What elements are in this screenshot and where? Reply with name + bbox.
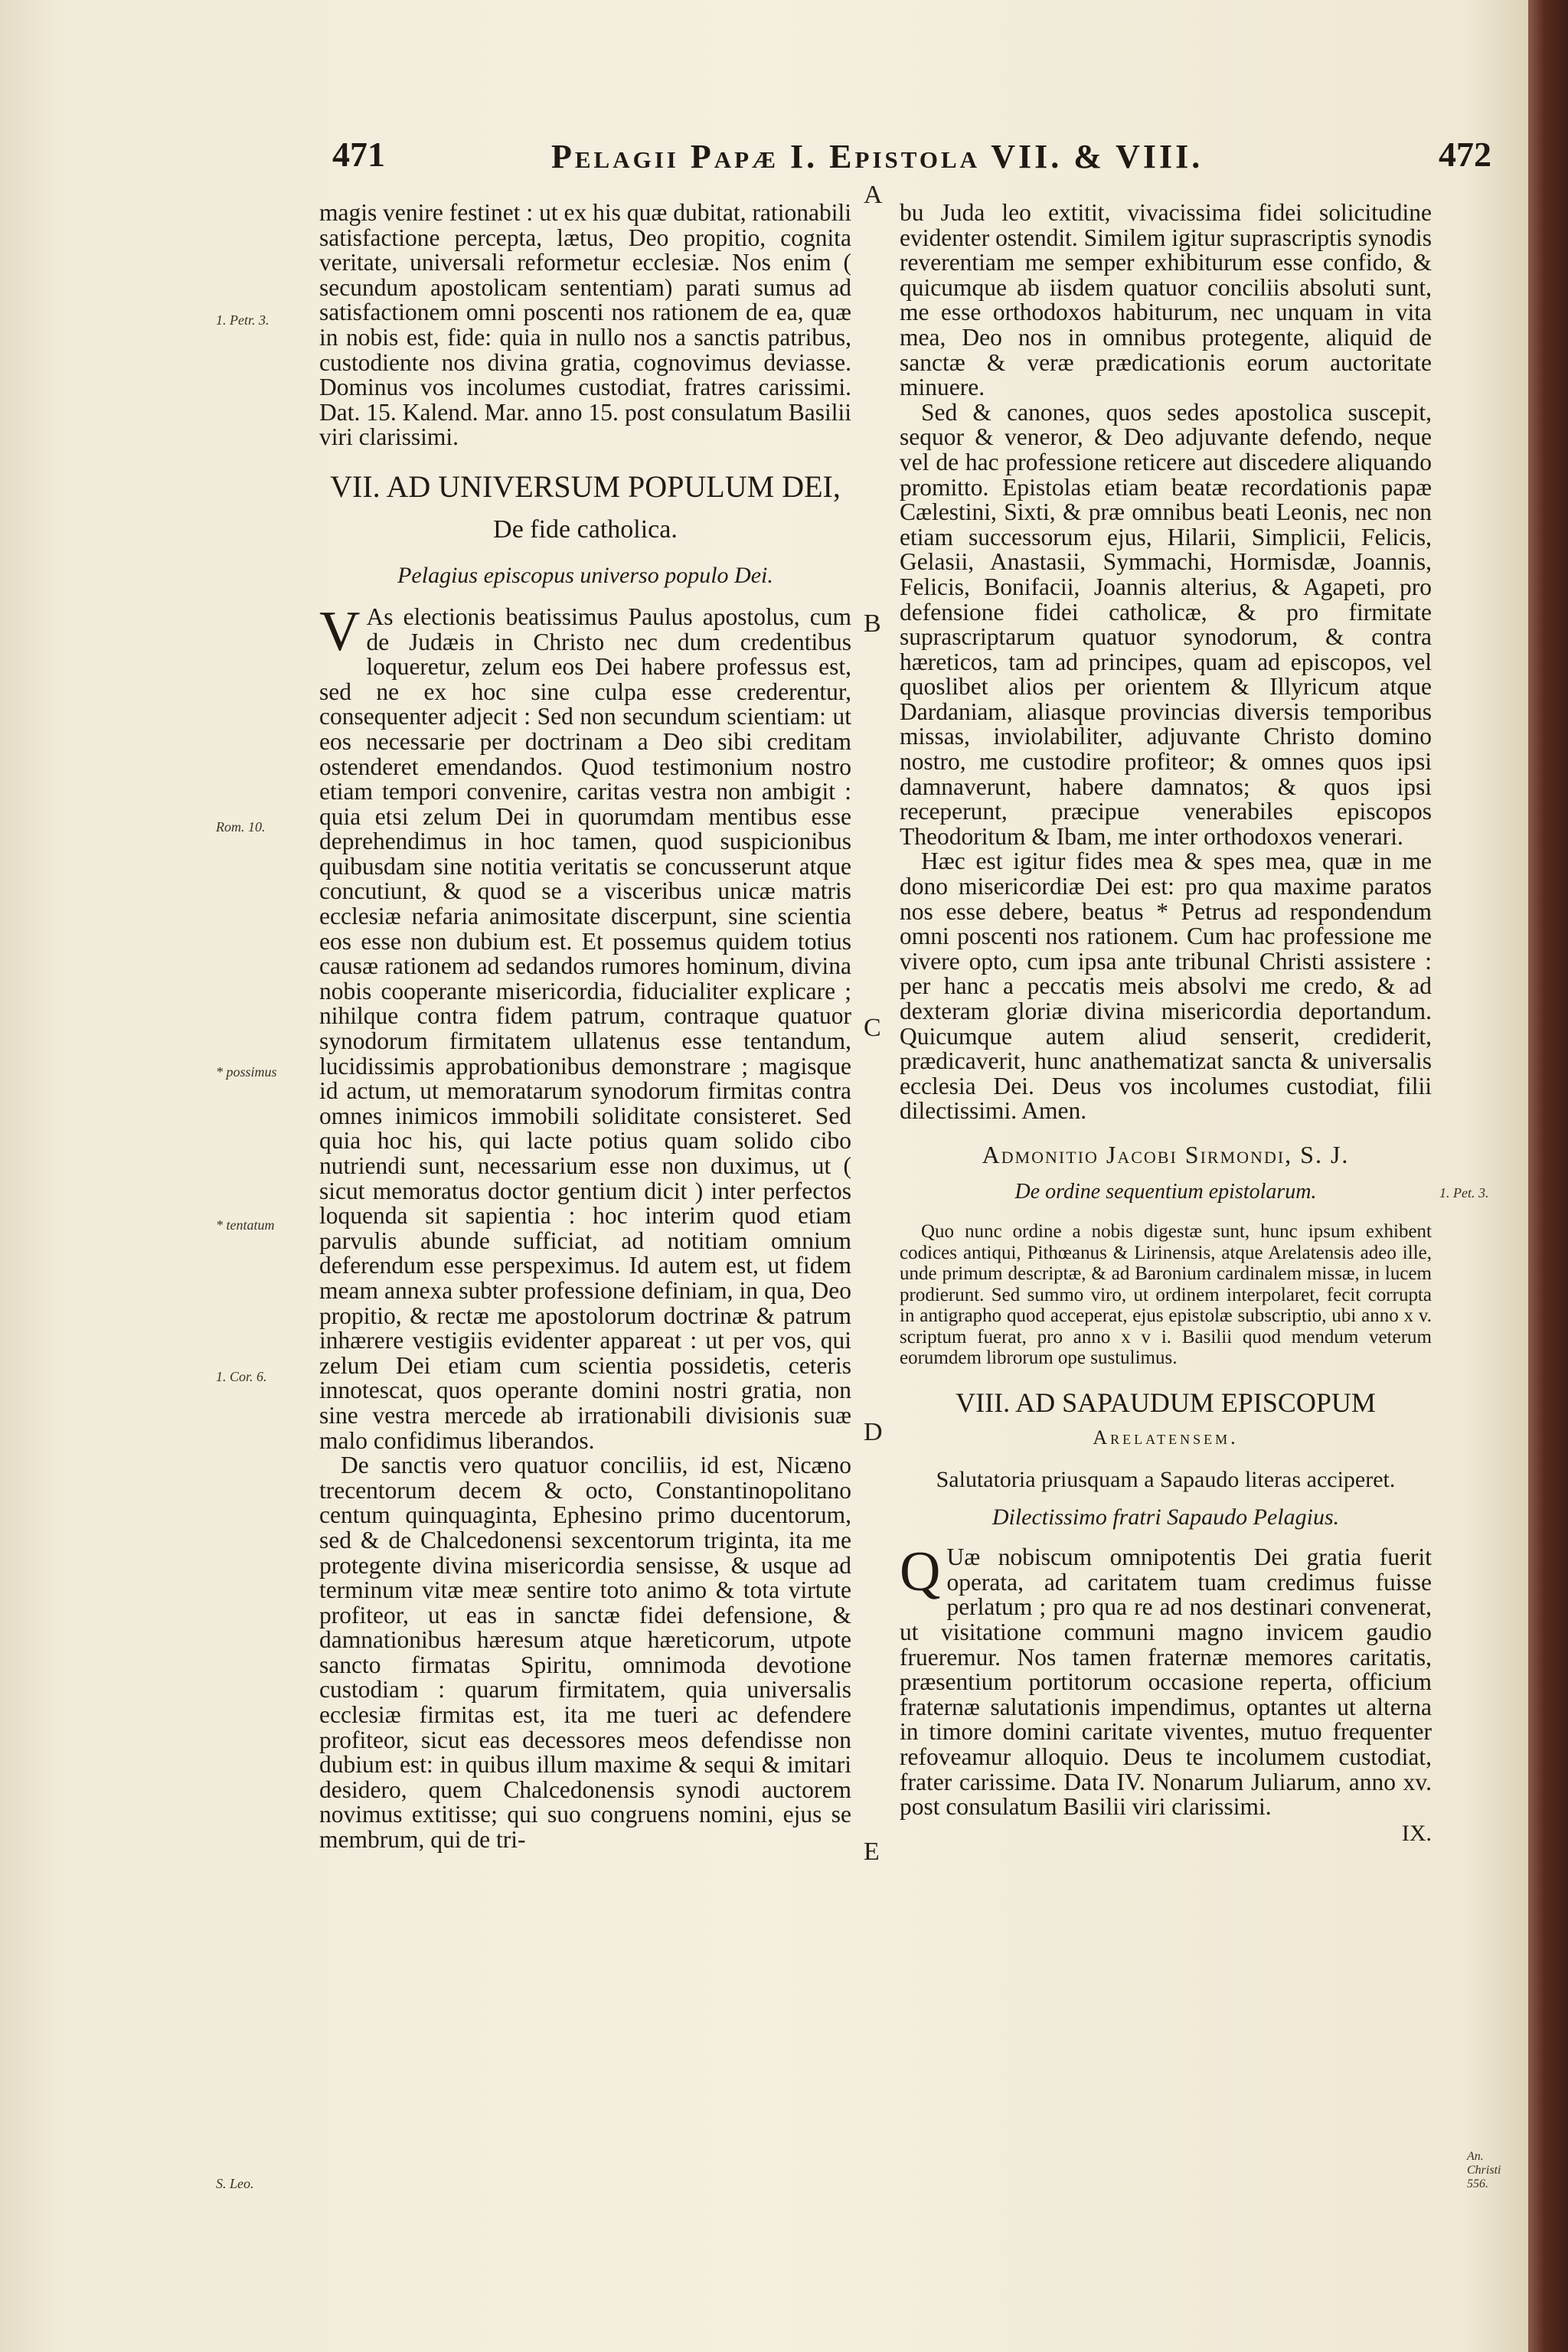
left-column — [319, 201, 851, 1853]
drop-cap: Q — [900, 1540, 941, 1604]
left-page-number: 471 — [332, 135, 385, 174]
admonitio-heading: Admonitio Jacobi Sirmondi, S. J. — [982, 1140, 1350, 1168]
paragraph: bu Juda leo extitit, vivacissima fidei solicitudine evidenter ostendit. Similem igitur suprascriptis synodis reverentiam me semper exhibiturum esse confido, & quicumque ab iisdem quatuor conciliis absoluti sunt, me esse orthodoxos habiturum, nec unquam in vita mea, Deo nos in omnibus protegente, aliquid de sanctæ & veræ prædicationis eorum auctoritate minuere. — [900, 199, 1432, 401]
margin-note-tentatum: * tentatum — [216, 1217, 275, 1233]
paragraph: Sed & canones, quos sedes apostolica suscepit, sequor & veneror, & Deo adjuvante defendo, neque vel de hac professione reticere aut discedere aliquando promitto. Epistolas etiam beatæ recordationis papæ Cælestini, Sixti, & præ omnibus beati Leonis, nec non etiam successorum ejus, Hilarii, Simplicii, Felicis, Gelasii, Anastasii, Symmachi, Hormisdæ, Joannis, Felicis, Bonifacii, Joannis alterius, & Agapeti, pro defensione fidei catholicæ, & pro firmitate suprascriptarum quatuor synodorum, & contra hæreticos, tam ad principes, quam ad episcopos, vel quoslibet alios per orientem & Illyricum atque Dardaniam, aliasque provincias diversis temporibus missas, inviolabiliter, adjuvante Christo domino nostro, me custodire profiteor; & omnes quos ipsi damnaverunt, habere damnatos; & quos ipsi receperunt, præcipue venerabiles episcopos Theodoritum & Ibam, me inter orthodoxos venerari. — [900, 398, 1432, 850]
epistle-viii-subheading: Arelatensem. — [1093, 1426, 1239, 1449]
margin-note-rom: Rom. 10. — [216, 819, 266, 835]
admonitio-subheading: De ordine sequentium epistolarum. — [1014, 1179, 1317, 1204]
drop-cap: V — [319, 599, 361, 663]
margin-note-leo: S. Leo. — [216, 2176, 254, 2191]
epistle-vii-heading: VII. AD UNIVERSUM POPULUM DEI, — [330, 469, 841, 504]
margin-note-cor: 1. Cor. 6. — [216, 1369, 267, 1384]
margin-note-petr: 1. Petr. 3. — [216, 312, 270, 328]
catchword: IX. — [1401, 1820, 1432, 1846]
margin-note-possimus: * possimus — [216, 1064, 277, 1080]
epistle-vii-salutation: Pelagius episcopus universo populo Dei. — [397, 562, 773, 588]
paragraph: V As electionis beatissimus Paulus apostolus, cum de Judæis in Christo nec dum credentibus loqueretur, zelum eos Dei habere professus est, sed ne ex hoc sine culpa esse crederentur, consequenter adjecit : Sed non secundum scientiam: ut eos necessarie per doctrinam a Deo sibi creditam ostenderet emendandos. Quod testimonium nostro etiam tempori convenire, caritas vestra non ambigit : quia etsi zelum Dei in quorumdam mentibus esse deprehendimus in hoc tamen, quod suspicionibus quibusdam sine notitia veritatis se concusserunt atque concutiunt, & quod se a visceribus unicæ matris ecclesiæ nefaria animositate discerpunt, sine scientia eos esse non dubium est. Et possemus quidem totius causæ rationem ad sedandos rumores hominum, divina nobis cooperante misericordia, fiducialiter explicare ; nihilque contra fidem patrum, contraque quatuor synodorum firmitatem ullatenus esse tentandum, lucidissimis approbationibus demonstrare ; magisque id actum, ut memoratarum synodorum firmitas contra omnes inimicos immobili soliditate consisteret. Sed quia hoc his, qui lacte potius quam solido cibo nutriendi sunt, necessarium esse non duximus, ut ( sicut memoratus doctor gentium dicit ) inter perfectos loquenda sit sapientia : hoc interim quod etiam parvulis abunde sufficiat, ad notitiam omnium deferendum esse perspeximus. Id autem est, ut fidem meam annexa subter professione definiam, in qua, Deo propitio, & rectæ me apostolorum doctrinæ & patrum inhærere vestigiis evidenter appareat : ut per vos, qui zelum Dei etiam cum scientia possidetis, ceteris innotescat, quos operante domini nostri gratia, non sine vestra mercede ab irrationabili divisionis suæ malo confidimus liberandos. — [319, 599, 851, 1454]
margin-note-anno: An. Christi 556. — [1467, 2150, 1501, 2190]
book-edge — [1528, 0, 1568, 2352]
section-letter-e: E — [864, 1838, 880, 1866]
salutatoria: Salutatoria priusquam a Sapaudo literas acciperet. — [936, 1466, 1396, 1492]
section-letter-c: C — [864, 1014, 881, 1042]
epistle-viii-salutation: Dilectissimo fratri Sapaudo Pelagius. — [991, 1504, 1340, 1530]
paragraph: Q Uæ nobiscum omnipotentis Dei gratia fuerit operata, ad caritatem tuam credimus fuisse perlatum ; pro qua re ad nos destinari convenerat, ut visitatione communi magno invicem gaudio frueremur. Nos tamen fraternæ memores caritatis, præsentium portitorum occasione reperta, officium fraternæ salutationis impendimus, optantes ut alterna in timore domini caritate viventes, mutuo frequenter refoveamur alloquio. Deus te incolumem custodiat, frater carissime. Data IV. Nonarum Juliarum, anno xv. post consulatum Basilii viri clarissimi. — [900, 1540, 1432, 1821]
paragraph: magis venire festinet : ut ex his quæ dubitat, rationabili satisfactione percepta, lætus, Deo propitio, cognita veritate, universali reformetur ecclesiæ. Nos enim ( secundum apostolicam sententiam) parati sumus ad satisfactionem omni poscenti nos rationem de ea, quæ in nobis est, fide: quia in nullo nos a sanctis patribus, custodiente nos divina gratia, cognovimus deviasse. Dominus vos incolumes custodiat, fratres carissimi. Dat. 15. Kalend. Mar. anno 15. post consulatum Basilii viri clarissimi. — [319, 199, 851, 451]
section-letter-b: B — [864, 609, 881, 638]
paragraph: Hæc est igitur fides mea & spes mea, quæ in me dono misericordiæ Dei est: pro qua maxime paratos nos esse debere, beatus * Petrus ad respondendum omni poscenti nos rationem. Cum hac professione me vivere opto, cum ipsa ante tribunal Christi assistere : per hanc a peccatis meis absolvi me credo, & ad dexteram gloriæ divina misericordia deportandum. Quicumque autem aliud senserit, crediderit, prædicaverit, hunc anathematizat sancta & universalis ecclesia Dei. Deus vos incolumes custodiat, filii dilectissimi. Amen. — [900, 848, 1432, 1125]
right-column — [900, 201, 1432, 1846]
paragraph: De sanctis vero quatuor conciliis, id est, Nicæno trecentorum decem & octo, Constantinopolitano centum quinquaginta, Ephesino primo ducentorum, sed & de Chalcedonensi sexcentorum triginta, ita me protegente divina misericordia sensisse, & usque ad terminum vitæ meæ sentire toto animo & tota virtute profiteor, ut eas in sanctæ fidei defensione, & damnationibus hæresum atque hæreticorum, utpote sancto firmatas Spiritu, omnimoda devotione custodiam : quarum firmitatem, quia universalis ecclesiæ firmitas est, ita me tueri ac defendere profiteor, sicut eas decessores meos defendisse non dubium est: in quibus illum maxime & sequi & imitari desidero, quem Chalcedonensis synodi auctorem novimus extitisse; qui suo congruens nomini, ejus se membrum, qui de tri- — [319, 1452, 851, 1854]
right-page-number: 472 — [1439, 135, 1491, 174]
margin-note-pet-right: 1. Pet. 3. — [1439, 1185, 1489, 1200]
epistle-vii-subheading: De fide catholica. — [493, 514, 678, 544]
admonitio-body: Quo nunc ordine a nobis digestæ sunt, hunc ipsum exhibent codices antiqui, Pithœanus & Lirinensis, atque Arelatensis adeo ille, unde primum descriptæ, & ad Baronium cardinalem missæ, in lucem prodierunt. Sed summo viro, ut ordinem interpolaret, fecit corrupta in antigrapho quod acceperat, ejus epistolæ subscriptio, ubi anno x v. scriptum fuerat, pro anno x v i. Basilii quod mendum veterum eorumdem librorum ope sustulimus. — [900, 1221, 1432, 1369]
running-header — [322, 134, 1501, 188]
running-title: Pelagii Papæ I. Epistola VII. & VIII. — [551, 138, 1204, 175]
epistle-viii-heading: VIII. AD SAPAUDUM EPISCOPUM — [956, 1387, 1376, 1418]
section-letter-d: D — [864, 1418, 883, 1446]
section-letter-a: A — [864, 181, 883, 209]
